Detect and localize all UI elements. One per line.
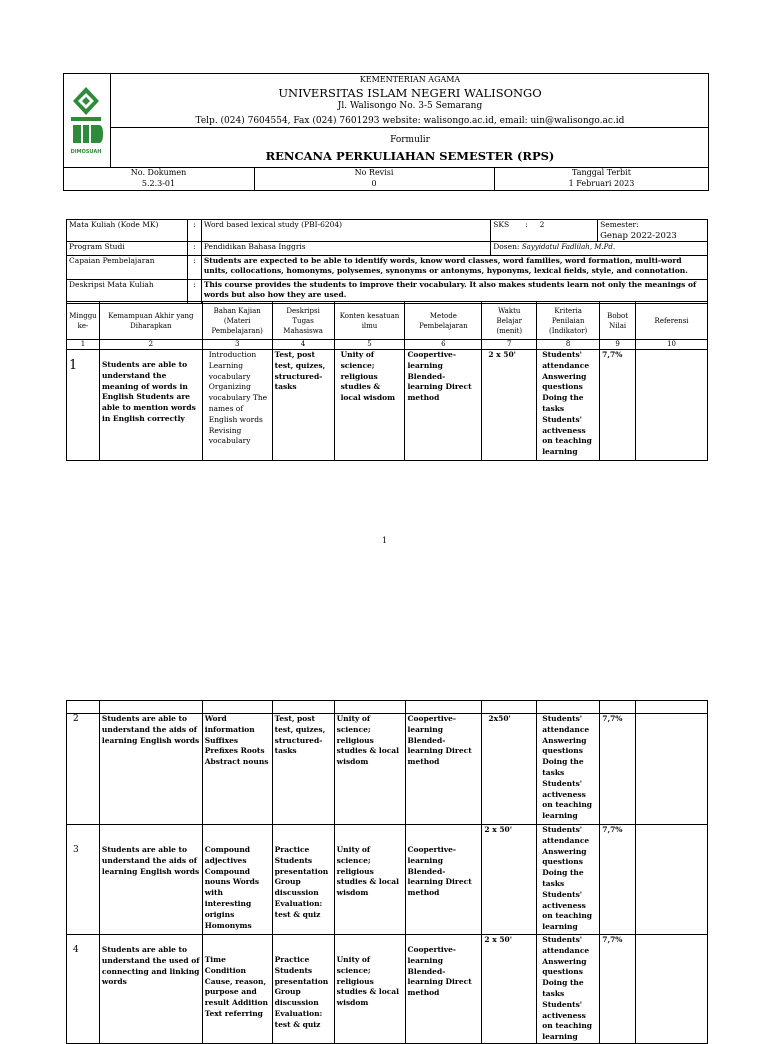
week-criteria: Students' attendance Answering questions Doing the tasks Students' activeness on teaching learning	[537, 714, 600, 825]
week-weight: 7,7%	[600, 935, 636, 1044]
col-content: Konten kesatuan ilmu	[334, 302, 405, 340]
col-time: Waktu Belajar (menit)	[482, 302, 537, 340]
col-reference: Referensi	[636, 302, 708, 340]
week-content: Unity of science; religious studies & local wisdom	[334, 714, 405, 825]
week-ability: Students are able to understand the used of connecting and linking words	[99, 935, 202, 1044]
week-method: Coopertive-learning Blended-learning Direct method	[405, 935, 482, 1044]
week-reference	[636, 825, 708, 935]
course-name-value: Word based lexical study (PBI-6204)	[201, 220, 490, 242]
form-label: Formulir	[390, 135, 430, 145]
table-row	[67, 350, 708, 461]
prodi-label: Program Studi	[67, 242, 188, 256]
week-material: Time Condition Cause, reason, purpose and result Addition Text referring	[202, 935, 272, 1044]
week-time: 2 x 50'	[482, 935, 537, 1044]
page-number: 1	[382, 536, 388, 545]
week-task: Test, post test, quizes, structured-tasks	[272, 714, 334, 825]
week-method: Coopertive-learning Blended-learning Direct method	[405, 350, 482, 461]
week-ability: Students are able to understand the meaning of words in English Students are able to mention words in English correctly	[99, 350, 202, 461]
column-header-row	[67, 302, 708, 340]
ministry-name: KEMENTERIAN AGAMA	[359, 75, 461, 84]
week-number: 2	[67, 714, 100, 825]
weekly-plan-table-continued	[66, 700, 708, 1044]
university-logo	[63, 73, 111, 167]
week-material: Word information Suffixes Prefixes Roots Abstract nouns	[202, 714, 272, 825]
col-task: Deskripsi Tugas Mahasiswa	[272, 302, 334, 340]
course-info-table: Mata Kuliah (Kode MK) : Word based lexical study (PBI-6204) SKS : 2 Semester: Genap 2022-2023 Program Studi : Pendidikan Bahasa Inggris Dosen: Sayyidatul Fadlilah, M.Pd. Capaian Pembelajaran : Students are expected to be able to identify words, know word classes, word families, word formation, multi-word units, collocations, homonyms, polysemes, synonyms or antonyms, hyponyms, lexical fields, style, and connotation. Deskripsi Mata Kuliah : This course provides the students to improve their vocabulary. It also makes students learn not only the meanings of words but also how they are used.	[66, 219, 708, 304]
col-week: Minggu ke-	[67, 302, 100, 340]
week-time: 2 x 50'	[482, 350, 537, 461]
week-content: Unity of science; religious studies & local wisdom	[334, 935, 405, 1044]
university-contact: Telp. (024) 7604554, Fax (024) 7601293 website: walisongo.ac.id, email: uin@walisongo.ac.id	[195, 116, 625, 126]
learning-outcome-value: Students are expected to be able to identify words, know word classes, word families, word formation, multi-word units, collocations, homonyms, polysemes, synonyms or antonyms, hyponyms, lexical fields, style, and connotation.	[201, 256, 707, 280]
table-row	[67, 714, 708, 825]
week-content: Unity of science; religious studies & local wisdom	[334, 825, 405, 935]
lecturer-cell: Dosen: Sayyidatul Fadlilah, M.Pd.	[491, 242, 708, 256]
doc-number-value: 5.2.3-01	[141, 179, 176, 188]
week-material: Compound adjectives Compound nouns Words with interesting origins Homonyms	[202, 825, 272, 935]
week-number: 1	[67, 350, 100, 461]
week-reference	[636, 935, 708, 1044]
sks-cell: SKS : 2	[491, 220, 598, 242]
week-reference	[636, 714, 708, 825]
walisongo-logo-icon	[63, 73, 109, 161]
week-method: Coopertive-learning Blended-learning Direct method	[405, 714, 482, 825]
course-name-label: Mata Kuliah (Kode MK)	[67, 220, 188, 242]
week-reference	[636, 350, 708, 461]
week-task: Practice Students presentation Group discussion Evaluation: test & quiz	[272, 825, 334, 935]
column-number-row: 1 2 3 4 5 6 7 8 9 10	[67, 340, 708, 350]
doc-number-label: No. Dokumen	[130, 168, 187, 177]
week-criteria: Students' attendance Answering questions Doing the tasks Students' activeness on teaching learning	[537, 935, 600, 1044]
revision-label: No Revisi	[354, 168, 394, 177]
semester-cell: Semester: Genap 2022-2023	[598, 220, 708, 242]
learning-outcome-label: Capaian Pembelajaran	[67, 256, 188, 280]
prodi-value: Pendidikan Bahasa Inggris	[201, 242, 490, 256]
university-name: UNIVERSITAS ISLAM NEGERI WALISONGO	[278, 86, 542, 100]
course-description-label: Deskripsi Mata Kuliah	[67, 280, 188, 304]
week-number: 3	[67, 825, 100, 935]
week-content: Unity of science; religious studies & local wisdom	[334, 350, 405, 461]
course-description-value: This course provides the students to improve their vocabulary. It also makes students learn not only the meanings of words but also how they are used.	[201, 280, 707, 304]
form-title: RENCANA PERKULIAHAN SEMESTER (RPS)	[265, 149, 555, 163]
week-ability: Students are able to understand the aids of learning English words	[99, 714, 202, 825]
col-ability: Kemampuan Akhir yang Diharapkan	[99, 302, 202, 340]
week-task: Practice Students presentation Group discussion Evaluation: test & quiz	[272, 935, 334, 1044]
week-criteria: Students' attendance Answering questions Doing the tasks Students' activeness on teaching learning	[537, 350, 600, 461]
issue-date-value: 1 Februari 2023	[568, 179, 635, 188]
week-task: Test, post test, quizes, structured-tasks	[272, 350, 334, 461]
week-method: Coopertive-learning Blended-learning Direct method	[405, 825, 482, 935]
week-weight: 7,7%	[600, 350, 636, 461]
col-material: Bahan Kajian (Materi Pembelajaran)	[202, 302, 272, 340]
svg-text:DIMOSUAH: DIMOSUAH	[70, 149, 102, 155]
week-time: 2 x 50'	[482, 825, 537, 935]
week-time: 2x50'	[482, 714, 537, 825]
week-criteria: Students' attendance Answering questions Doing the tasks Students' activeness on teaching learning	[537, 825, 600, 935]
university-address: Jl. Walisongo No. 3-5 Semarang	[337, 101, 483, 111]
col-method: Metode Pembelajaran	[405, 302, 482, 340]
week-number: 4	[67, 935, 100, 1044]
week-weight: 7,7%	[600, 825, 636, 935]
week-weight: 7,7%	[600, 714, 636, 825]
revision-value: 0	[371, 179, 377, 188]
table-row	[67, 825, 708, 935]
col-criteria: Kriteria Penilaian (Indikator)	[537, 302, 600, 340]
table-row	[67, 935, 708, 1044]
weekly-plan-table	[66, 301, 708, 461]
issue-date-label: Tanggal Terbit	[572, 168, 631, 177]
col-weight: Bobot Nilai	[600, 302, 636, 340]
week-material: Introduction Learning vocabulary Organizing vocabulary The names of English words Revising vocabulary	[202, 350, 272, 461]
week-ability: Students are able to understand the aids of learning English words	[99, 825, 202, 935]
